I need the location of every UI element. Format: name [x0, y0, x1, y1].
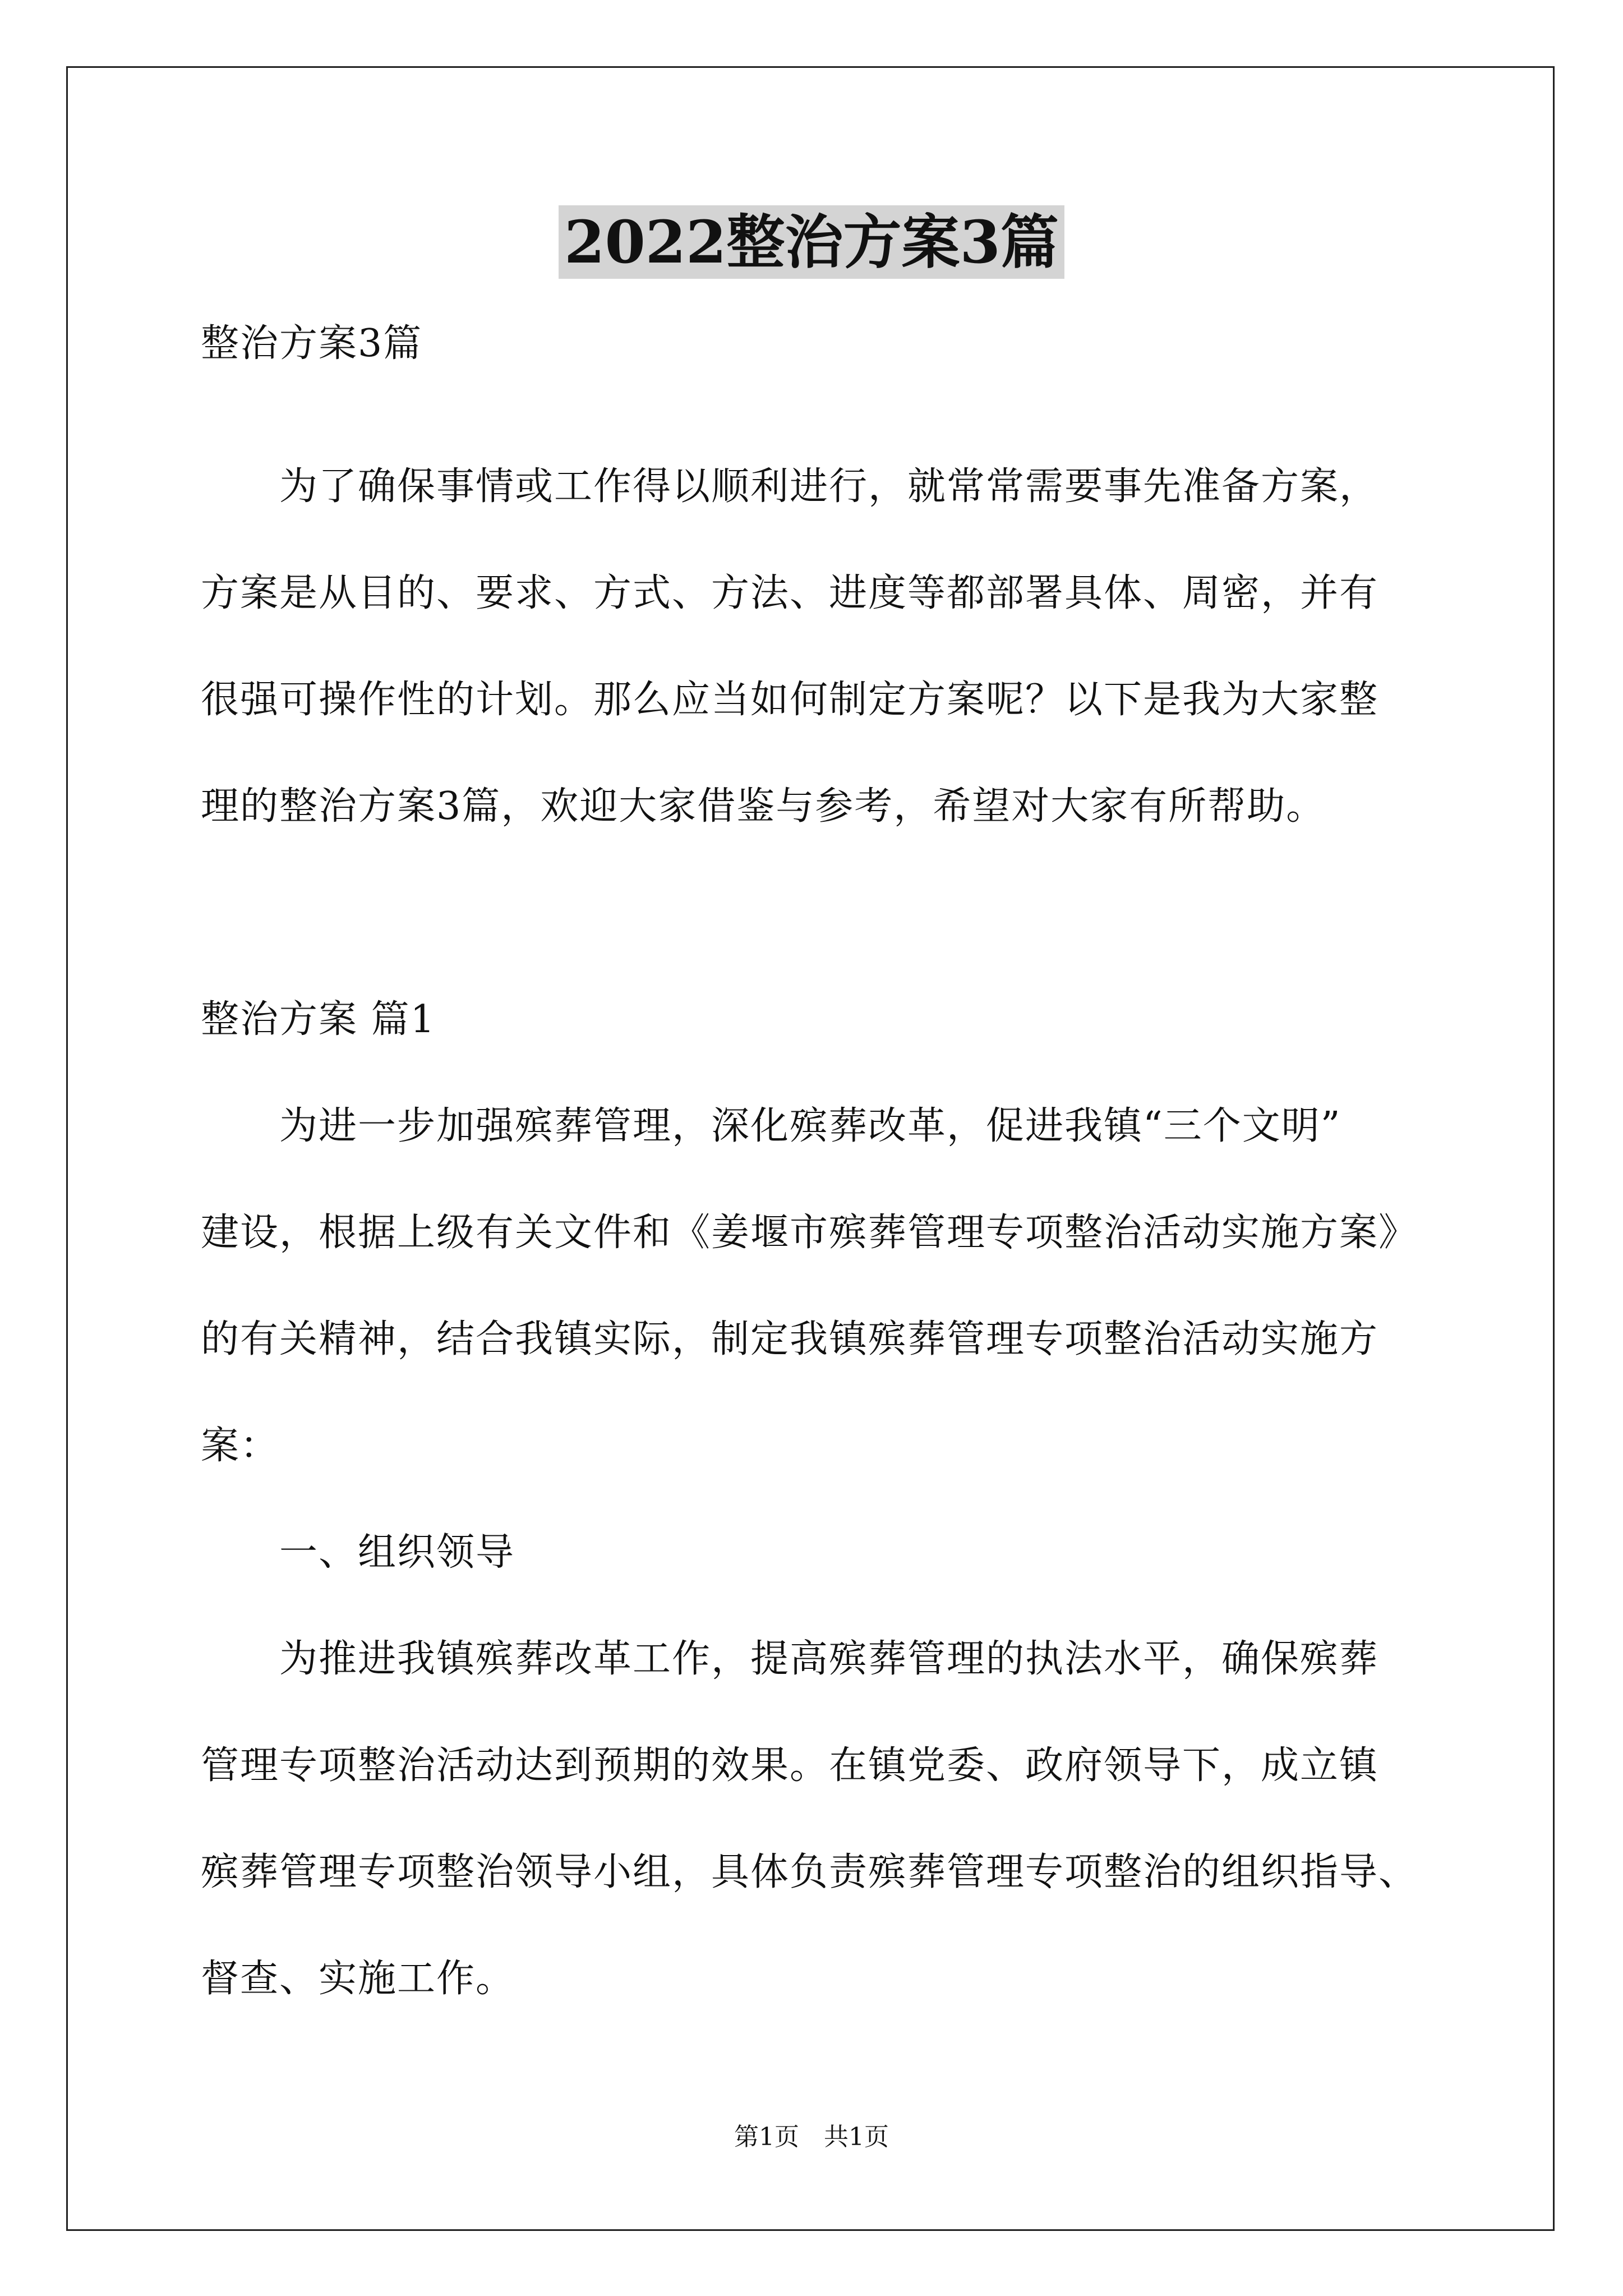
intro-line-3: 很强可操作性的计划。那么应当如何制定方案呢？以下是我为大家整 — [201, 678, 1379, 722]
intro-line-1: 为了确保事情或工作得以顺利进行，就常常需要事先准备方案， — [279, 464, 1379, 509]
section1-line-1: 为进一步加强殡葬管理，深化殡葬改革，促进我镇“三个文明” — [279, 1104, 1341, 1148]
document-title-text: 2022整治方案3篇 — [559, 205, 1064, 279]
subsection1-line-2: 管理专项整治活动达到预期的效果。在镇党委、政府领导下，成立镇 — [201, 1743, 1379, 1788]
subsection1-line-1: 为推进我镇殡葬改革工作，提高殡葬管理的执法水平，确保殡葬 — [279, 1637, 1379, 1681]
document-title — [0, 203, 1623, 282]
section1-line-3: 的有关精神，结合我镇实际，制定我镇殡葬管理专项整治活动实施方 — [201, 1317, 1379, 1361]
section1-line-2: 建设，根据上级有关文件和《姜堰市殡葬管理专项整治活动实施方案》 — [201, 1211, 1418, 1255]
subsection1-line-4: 督查、实施工作。 — [201, 1957, 515, 2001]
subsection-heading-1: 一、组织领导 — [279, 1530, 515, 1575]
subsection1-line-3: 殡葬管理专项整治领导小组，具体负责殡葬管理专项整治的组织指导、 — [201, 1850, 1418, 1894]
section-heading-1: 整治方案 篇1 — [201, 997, 436, 1042]
section1-line-4: 案： — [201, 1424, 280, 1468]
intro-line-2: 方案是从目的、要求、方式、方法、进度等都部署具体、周密，并有 — [201, 571, 1379, 615]
intro-line-4: 理的整治方案3篇，欢迎大家借鉴与参考，希望对大家有所帮助。 — [201, 784, 1326, 829]
page-number-footer: 第1页 共1页 — [734, 2123, 889, 2151]
document-subtitle: 整治方案3篇 — [201, 321, 423, 366]
